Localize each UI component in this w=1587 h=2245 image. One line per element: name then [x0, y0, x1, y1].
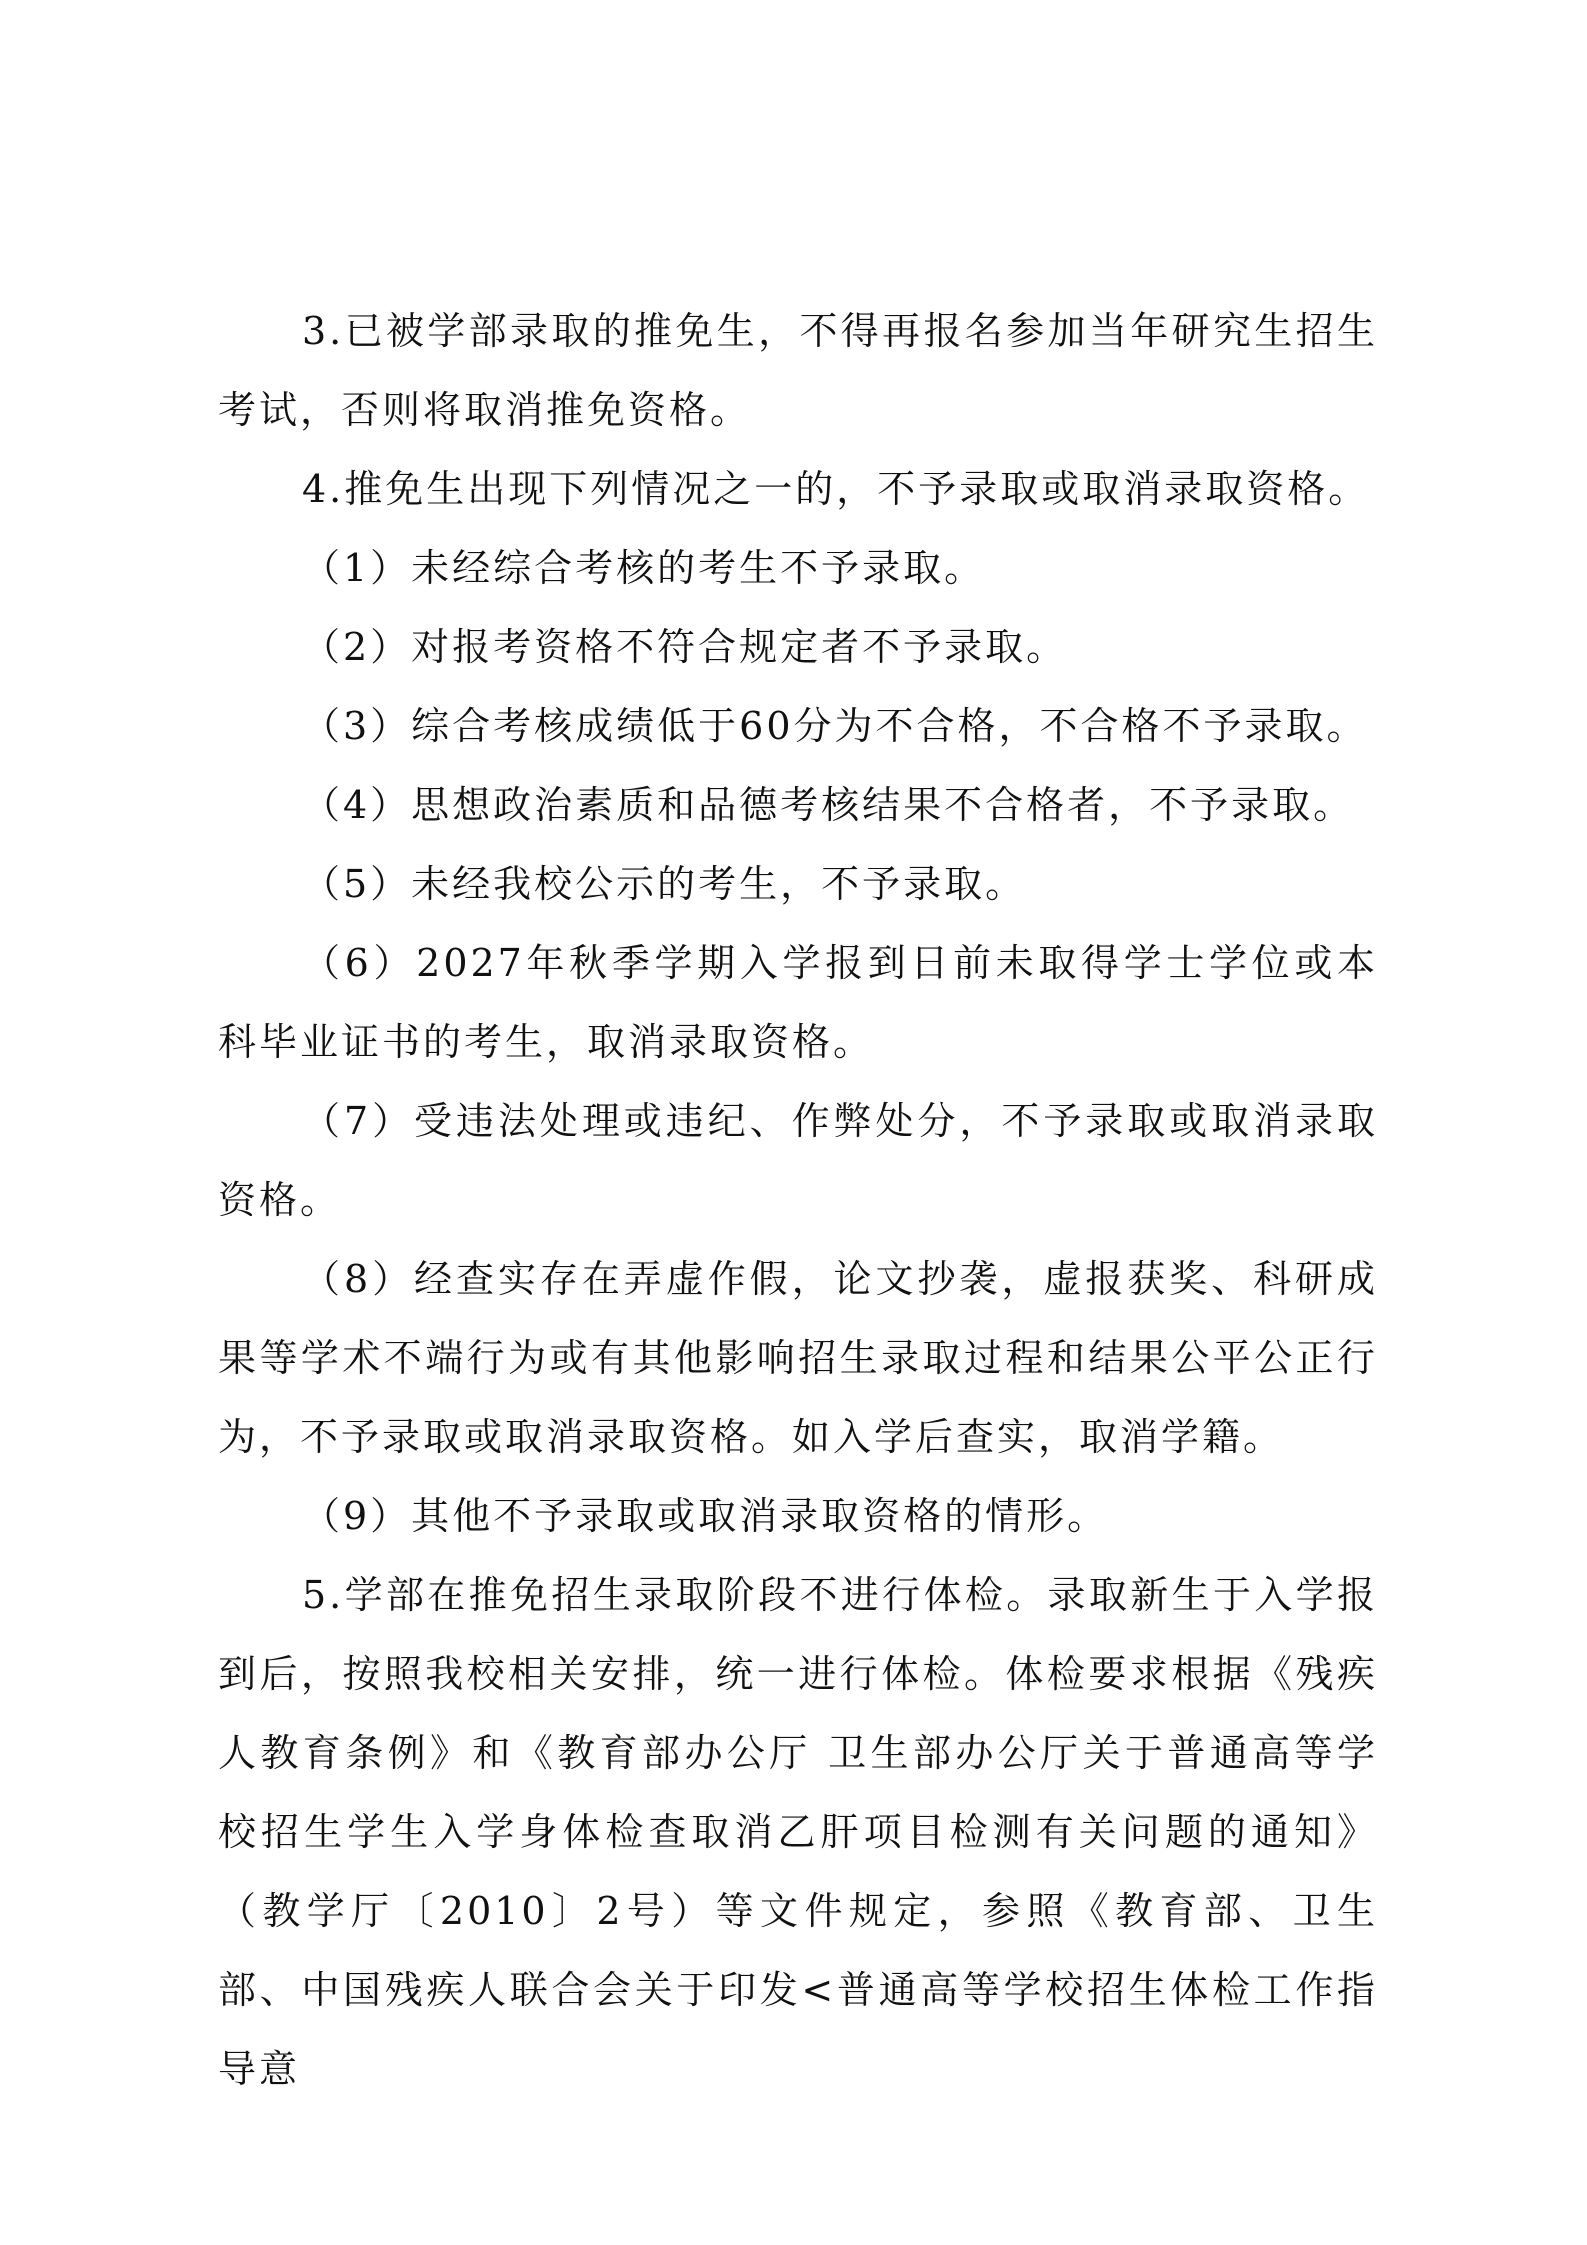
sub-item-8: （8）经查实存在弄虚作假，论文抄袭，虚报获奖、科研成果等学术不端行为或有其他影响招生录取过程和结果公平公正行为，不予录取或取消录取资格。如入学后查实，取消学籍。: [218, 1257, 1378, 1459]
document-body: [218, 292, 1378, 2109]
paragraph-item-5: 5.学部在推免招生录取阶段不进行体检。录取新生于入学报到后，按照我校相关安排，统一进行体检。体检要求根据《残疾人教育条例》和《教育部办公厅 卫生部办公厅关于普通高等学校招生学生入学身体检查取消乙肝项目检测有关问题的通知》（教学厅〔2010〕2号）等文件规定，参照《教育部、卫生部、中国残疾人联合会关于印发<普通高等学校招生体检工作指导意: [218, 1573, 1378, 2091]
sub-item-3: （3）综合考核成绩低于60分为不合格，不合格不予录取。: [302, 704, 1368, 748]
sub-item-6: （6）2027年秋季学期入学报到日前未取得学士学位或本科毕业证书的考生，取消录取资格。: [218, 941, 1378, 1064]
sub-item-9: （9）其他不予录取或取消录取资格的情形。: [302, 1494, 1109, 1538]
sub-item-5: （5）未经我校公示的考生，不予录取。: [302, 862, 1027, 906]
sub-item-2: （2）对报考资格不符合规定者不予录取。: [302, 625, 1068, 669]
paragraph-item-4: 4.推免生出现下列情况之一的，不予录取或取消录取资格。: [302, 467, 1370, 511]
sub-item-4: （4）思想政治素质和品德考核结果不合格者，不予录取。: [302, 783, 1355, 827]
paragraph-item-3: 3.已被学部录取的推免生，不得再报名参加当年研究生招生考试，否则将取消推免资格。: [218, 309, 1378, 432]
sub-item-7: （7）受违法处理或违纪、作弊处分，不予录取或取消录取资格。: [218, 1099, 1378, 1222]
sub-item-1: （1）未经综合考核的考生不予录取。: [302, 546, 986, 590]
